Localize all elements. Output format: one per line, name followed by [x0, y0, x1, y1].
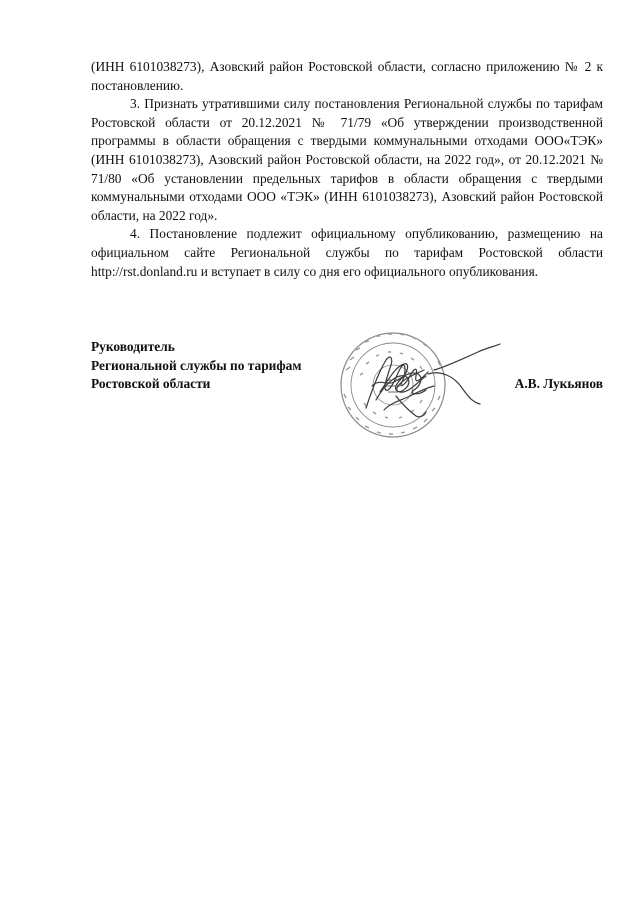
- paragraph-continuation: (ИНН 6101038273), Азовский район Ростовской области, согласно приложению № 2 к постановлению.: [91, 59, 603, 93]
- signatory-name: А.В. Лукьянов: [514, 376, 603, 392]
- signatory-title-line-2: Региональной службы по тарифам: [91, 357, 302, 373]
- paragraph-3: 3. Признать утратившими силу постановления Региональной службы по тарифам Ростовской области от 20.12.2021 № 71/79 «Об утверждении производственной программы в области обращения с твердыми коммунальными отходами ООО«ТЭК» (ИНН 6101038273), Азовский район Ростовской области, на 2022 год», от 20.12.2021 № 71/80 «Об установлении предельных тарифов в области обращения с твердыми коммунальными отходами ООО «ТЭК» (ИНН 6101038273), Азовский район Ростовской области, на 2022 год».: [91, 96, 603, 223]
- document-body: [91, 58, 603, 281]
- paragraph-4: 4. Постановление подлежит официальному опубликованию, размещению на официальном сайте Региональной службы по тарифам Ростовской области http://rst.donland.ru и вступает в силу со дня его официального опубликования.: [91, 226, 603, 279]
- official-seal-with-signature: [336, 330, 506, 440]
- handwritten-signature: [366, 344, 500, 417]
- signatory-title-line-1: Руководитель: [91, 339, 175, 354]
- signatory-title-line-3: Ростовской области: [91, 376, 211, 392]
- seal-stamp: [341, 333, 445, 437]
